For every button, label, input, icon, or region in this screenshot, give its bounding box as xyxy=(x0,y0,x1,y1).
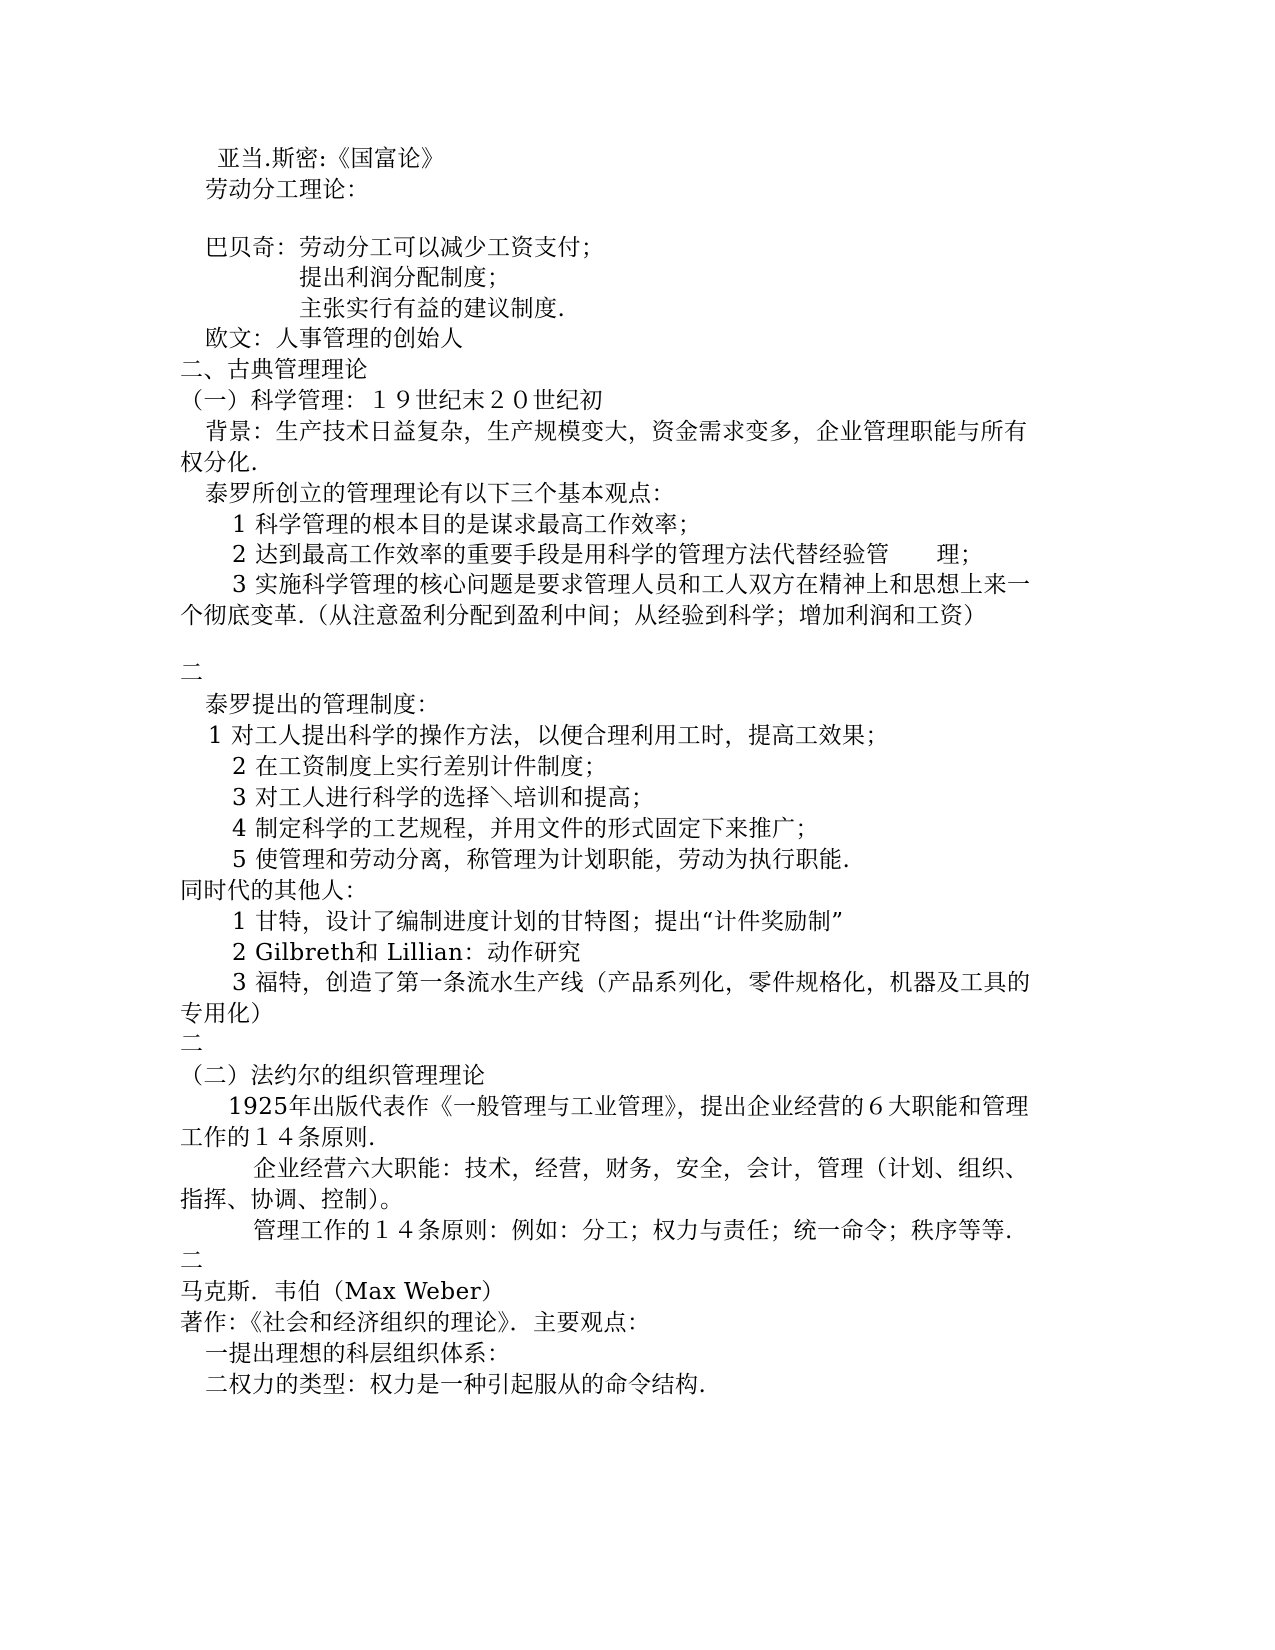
text-line: 泰罗提出的管理制度： xyxy=(205,692,440,718)
separator-mark: 二 xyxy=(180,1248,204,1274)
list-item: 1 甘特，设计了编制进度计划的甘特图；提出“计件奖励制” xyxy=(232,909,844,935)
text-line: 权分化. xyxy=(180,450,259,476)
text-line: 企业经营六大职能：技术，经营，财务，安全，会计，管理（计划、组织、 xyxy=(253,1156,1029,1182)
list-item: 2 在工资制度上实行差别计件制度； xyxy=(232,754,608,780)
text-line: 一提出理想的科层组织体系： xyxy=(205,1341,511,1367)
text-line: 管理工作的１４条原则：例如：分工；权力与责任；统一命令；秩序等等. xyxy=(253,1218,1013,1244)
text-line: 巴贝奇：劳动分工可以减少工资支付； xyxy=(205,235,605,261)
text-line: 著作：《社会和经济组织的理论》．主要观点： xyxy=(180,1310,651,1336)
text-line: 工作的１４条原则. xyxy=(180,1125,376,1151)
list-item: 3 福特，创造了第一条流水生产线（产品系列化，零件规格化，机器及工具的 xyxy=(232,970,1031,996)
list-item: 3 对工人进行科学的选择＼培训和提高； xyxy=(232,785,655,811)
text-line: 二权力的类型：权力是一种引起服从的命令结构. xyxy=(205,1372,707,1398)
text-line: 主张实行有益的建议制度. xyxy=(299,296,566,322)
text-line: 个彻底变革.（从注意盈利分配到盈利中间；从经验到科学；增加利润和工资） xyxy=(180,603,987,629)
separator-mark: 二 xyxy=(180,660,204,686)
text-line: 马克斯．韦伯（Max Weber） xyxy=(180,1279,505,1305)
text-line: 1925年出版代表作《一般管理与工业管理》，提出企业经营的６大职能和管理 xyxy=(228,1094,1030,1120)
text-line: 劳动分工理论： xyxy=(205,177,370,203)
list-item: 1 对工人提出科学的操作方法，以便合理利用工时，提高工效果； xyxy=(208,723,889,749)
list-item: 2 Gilbreth和 Lillian：动作研究 xyxy=(232,940,581,966)
list-item: 4 制定科学的工艺规程，并用文件的形式固定下来推广； xyxy=(232,816,819,842)
text-line: 指挥、协调、控制）。 xyxy=(180,1187,404,1213)
text-line: 泰罗所创立的管理理论有以下三个基本观点： xyxy=(205,481,675,507)
subsection-heading: （一）科学管理：１９世纪末２０世纪初 xyxy=(180,388,603,414)
text-line: 欧文：人事管理的创始人 xyxy=(205,326,464,352)
list-item: 5 使管理和劳动分离，称管理为计划职能，劳动为执行职能. xyxy=(232,847,851,873)
list-item: 2 达到最高工作效率的重要手段是用科学的管理方法代替经验管 理； xyxy=(232,542,984,568)
text-line: 同时代的其他人： xyxy=(180,878,368,904)
text-line: 亚当.斯密:《国富论》 xyxy=(217,146,445,172)
separator-mark: 二 xyxy=(180,1031,204,1057)
text-line: 背景：生产技术日益复杂，生产规模变大，资金需求变多，企业管理职能与所有 xyxy=(205,419,1028,445)
section-heading: 二、古典管理理论 xyxy=(180,357,368,383)
text-line: 提出利润分配制度； xyxy=(299,265,511,291)
list-item: 3 实施科学管理的核心问题是要求管理人员和工人双方在精神上和思想上来一 xyxy=(232,572,1031,598)
text-line: 专用化） xyxy=(180,1001,274,1027)
list-item: 1 科学管理的根本目的是谋求最高工作效率； xyxy=(232,512,702,538)
subsection-heading: （二）法约尔的组织管理理论 xyxy=(180,1063,486,1089)
